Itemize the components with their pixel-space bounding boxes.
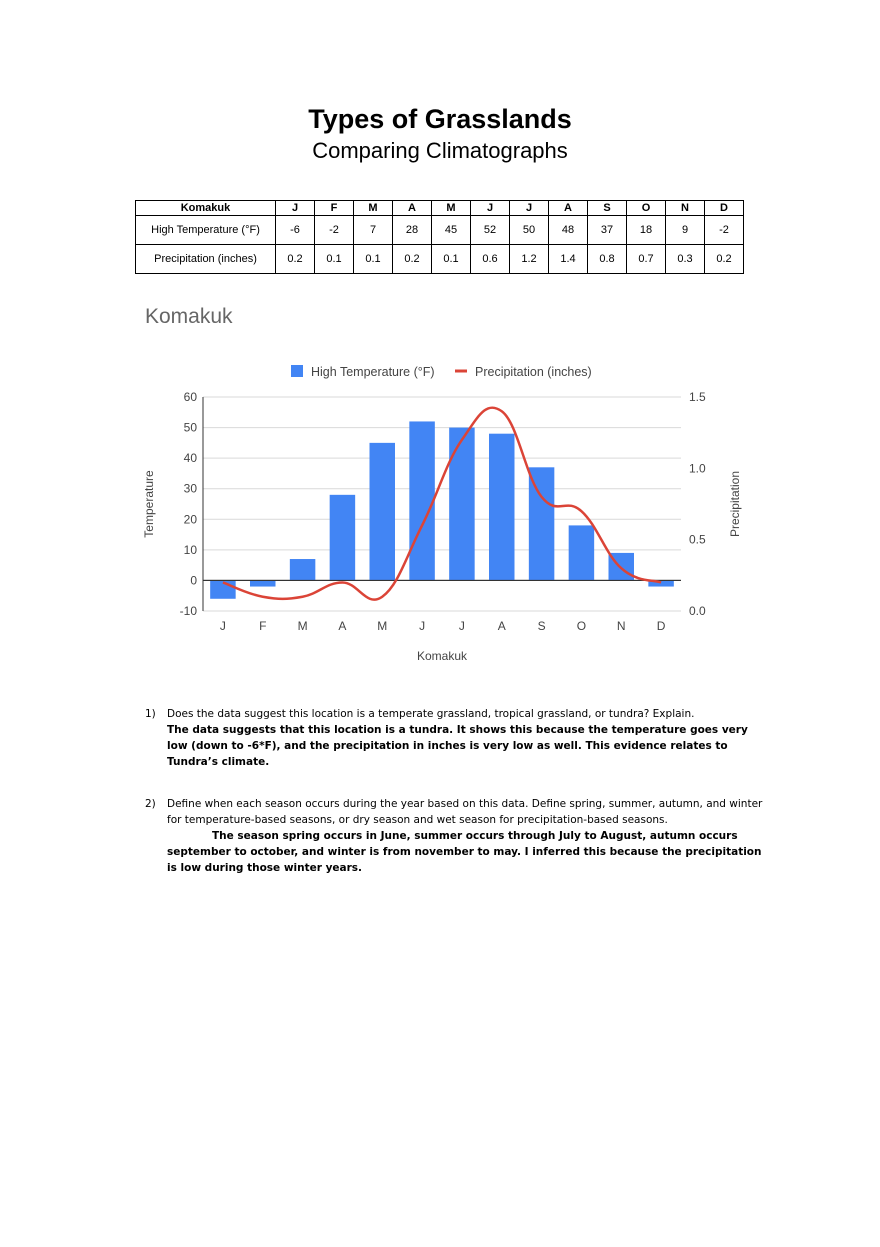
table-row — [136, 216, 744, 245]
y2-tick-label: 0.5 — [689, 532, 706, 547]
precipitation-line — [223, 408, 661, 600]
x-tick-label: J — [419, 619, 426, 633]
table-cell: 18 — [627, 216, 666, 245]
table-cell: 7 — [354, 216, 393, 245]
y-tick-label: 10 — [183, 542, 197, 557]
month-header: S — [588, 201, 627, 216]
table-cell: 37 — [588, 216, 627, 245]
y-tick-label: 30 — [183, 481, 197, 496]
climate-table — [135, 200, 744, 274]
table-cell: 50 — [510, 216, 549, 245]
question-answer: The data suggests that this location is a tundra. It shows this because the temperature goes very low (down to -6*F), and the precipitation in inches is very low as well. This evidence relates to Tundra’s climate. — [167, 724, 748, 768]
y-tick-label: 50 — [183, 420, 197, 435]
month-header: D — [705, 201, 744, 216]
table-cell: 0.2 — [705, 245, 744, 274]
y-axis-title: Temperature — [142, 470, 156, 538]
x-tick-label: O — [576, 619, 587, 633]
legend-label-precipitation: Precipitation (inches) — [475, 365, 592, 379]
y-tick-label: -10 — [179, 604, 197, 618]
table-cell: 52 — [471, 216, 510, 245]
question-2 — [145, 796, 765, 876]
x-tick-label: S — [537, 619, 546, 633]
question-number: 2) — [145, 798, 156, 810]
page-title: Types of Grasslands — [308, 104, 572, 134]
table-cell: -2 — [705, 216, 744, 245]
row-label: Precipitation (inches) — [136, 245, 276, 274]
table-cell: 0.3 — [666, 245, 705, 274]
row-label: High Temperature (°F) — [136, 216, 276, 245]
month-header: A — [393, 201, 432, 216]
y-tick-label: 0 — [190, 573, 197, 588]
y2-tick-label: 1.0 — [689, 461, 706, 476]
temperature-bar — [409, 421, 434, 580]
table-cell: 0.8 — [588, 245, 627, 274]
temperature-bar — [569, 525, 594, 580]
month-header: J — [471, 201, 510, 216]
table-cell: 0.2 — [393, 245, 432, 274]
y2-axis-title: Precipitation — [728, 470, 742, 538]
question-number: 1) — [145, 708, 156, 720]
temperature-bar — [449, 428, 474, 581]
question-answer: The season spring occurs in June, summer occurs through July to August, autumn occurs september to october, and winter is from november to may. I inferred this because the precipitation is low during those winter years. — [167, 830, 762, 874]
table-header-row — [136, 201, 744, 216]
question-1 — [145, 706, 765, 770]
month-header: M — [354, 201, 393, 216]
temperature-bar — [330, 495, 355, 581]
month-header: J — [276, 201, 315, 216]
table-cell: 1.4 — [549, 245, 588, 274]
temperature-bar — [370, 443, 395, 581]
climatograph-chart — [135, 350, 755, 670]
x-tick-label: M — [297, 619, 308, 633]
table-cell: 0.1 — [354, 245, 393, 274]
table-cell: 0.2 — [276, 245, 315, 274]
month-header: J — [510, 201, 549, 216]
x-tick-label: A — [497, 619, 506, 633]
x-tick-label: D — [656, 619, 666, 633]
table-cell: 1.2 — [510, 245, 549, 274]
question-prompt: Does the data suggest this location is a temperate grassland, tropical grassland, or tundra? Explain. — [167, 708, 695, 720]
table-cell: 0.1 — [432, 245, 471, 274]
temperature-bar — [250, 580, 275, 586]
table-cell: 28 — [393, 216, 432, 245]
temperature-bar — [290, 559, 315, 580]
month-header: A — [549, 201, 588, 216]
page-subtitle: Comparing Climatographs — [312, 138, 568, 163]
y-tick-label: 60 — [183, 390, 197, 404]
table-cell: 9 — [666, 216, 705, 245]
y-tick-label: 20 — [183, 512, 197, 527]
month-header: M — [432, 201, 471, 216]
legend-swatch-temperature — [291, 365, 303, 377]
x-tick-label: A — [338, 619, 347, 633]
table-cell: -6 — [276, 216, 315, 245]
y2-tick-label: 0.0 — [689, 604, 706, 618]
y2-tick-label: 1.5 — [689, 390, 706, 404]
table-row — [136, 245, 744, 274]
table-location-header: Komakuk — [136, 201, 276, 216]
chart-title: Komakuk — [145, 305, 233, 328]
x-tick-label: F — [259, 619, 267, 633]
temperature-bar — [489, 434, 514, 581]
table-cell: 48 — [549, 216, 588, 245]
y-tick-label: 40 — [183, 451, 197, 466]
x-tick-label: N — [616, 619, 626, 633]
month-header: F — [315, 201, 354, 216]
table-cell: 0.6 — [471, 245, 510, 274]
month-header: N — [666, 201, 705, 216]
table-cell: 0.1 — [315, 245, 354, 274]
question-answer-container — [167, 828, 765, 876]
table-cell: 0.7 — [627, 245, 666, 274]
x-axis-title: Komakuk — [416, 649, 468, 663]
month-header: O — [627, 201, 666, 216]
x-tick-label: J — [219, 619, 226, 633]
temperature-bar — [529, 467, 554, 580]
table-cell: 45 — [432, 216, 471, 245]
x-tick-label: J — [458, 619, 465, 633]
table-cell: -2 — [315, 216, 354, 245]
x-tick-label: M — [377, 619, 388, 633]
legend-label-temperature: High Temperature (°F) — [311, 365, 435, 379]
question-prompt: Define when each season occurs during the year based on this data. Define spring, summer, autumn, and winter for temperature-based seasons, or dry season and wet season for precipitation-based seasons. — [167, 798, 763, 826]
